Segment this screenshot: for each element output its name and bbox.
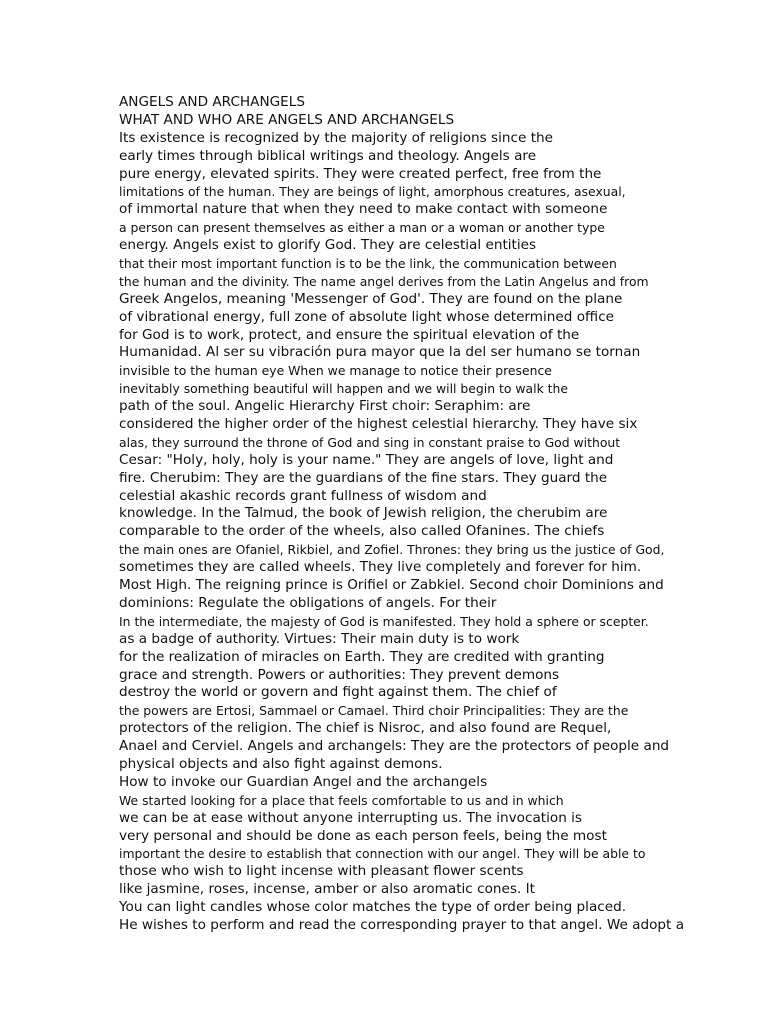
text-line: early times through biblical writings and theology. Angels are bbox=[119, 147, 537, 164]
text-line: destroy the world or govern and fight against them. The chief of bbox=[119, 684, 557, 701]
text-line: for the realization of miracles on Earth. They are credited with granting bbox=[119, 648, 605, 665]
text-line: very personal and should be done as each person feels, being the most bbox=[119, 827, 607, 844]
text-line: energy. Angels exist to glorify God. They are celestial entities bbox=[119, 237, 537, 254]
text-line: Cesar: "Holy, holy, holy is your name." They are angels of love, light and bbox=[119, 451, 614, 468]
text-line: invisible to the human eye When we manage to notice their presence bbox=[119, 363, 552, 379]
text-line: important the desire to establish that connection with our angel. They will be able to bbox=[119, 846, 646, 862]
text-line: He wishes to perform and read the corresponding prayer to that angel. We adopt a bbox=[119, 916, 685, 933]
text-line: celestial akashic records grant fullness of wisdom and bbox=[119, 487, 487, 504]
text-line: Its existence is recognized by the majority of religions since the bbox=[119, 129, 553, 146]
text-line: physical objects and also fight against demons. bbox=[119, 755, 443, 772]
text-line: like jasmine, roses, incense, amber or also aromatic cones. It bbox=[119, 881, 535, 898]
text-line: a person can present themselves as either a man or a woman or another type bbox=[119, 220, 605, 236]
text-line: that their most important function is to be the link, the communication between bbox=[119, 256, 617, 272]
text-line: comparable to the order of the wheels, also called Ofanines. The chiefs bbox=[119, 523, 605, 540]
document-body bbox=[119, 94, 719, 935]
text-line: the human and the divinity. The name angel derives from the Latin Angelus and from bbox=[119, 273, 649, 289]
text-line: Humanidad. Al ser su vibración pura mayor que la del ser humano se tornan bbox=[119, 344, 641, 361]
text-line: sometimes they are called wheels. They live completely and forever for him. bbox=[119, 559, 642, 576]
text-line: for God is to work, protect, and ensure the spiritual elevation of the bbox=[119, 326, 580, 343]
text-line: limitations of the human. They are beings of light, amorphous creatures, asexual, bbox=[119, 184, 626, 200]
text-line: Greek Angelos, meaning 'Messenger of God'. They are found on the plane bbox=[119, 290, 623, 307]
text-line: of vibrational energy, full zone of absolute light whose determined office bbox=[119, 308, 615, 325]
text-line: Most High. The reigning prince is Orifiel or Zabkiel. Second choir Dominions and bbox=[119, 577, 664, 594]
text-line: alas, they surround the throne of God and sing in constant praise to God without bbox=[119, 434, 621, 450]
text-line: the powers are Ertosi, Sammael or Camael. Third choir Principalities: They are the bbox=[119, 703, 629, 719]
text-line: You can light candles whose color matches the type of order being placed. bbox=[119, 899, 627, 916]
text-line: fire. Cherubim: They are the guardians of the fine stars. They guard the bbox=[119, 469, 608, 486]
document-title: ANGELS AND ARCHANGELS bbox=[119, 94, 305, 110]
text-line: dominions: Regulate the obligations of angels. For their bbox=[119, 594, 497, 611]
text-line: of immortal nature that when they need to make contact with someone bbox=[119, 201, 608, 218]
text-line: pure energy, elevated spirits. They were created perfect, free from the bbox=[119, 165, 602, 182]
text-line: How to invoke our Guardian Angel and the archangels bbox=[119, 773, 488, 790]
text-line: path of the soul. Angelic Hierarchy First choir: Seraphim: are bbox=[119, 398, 531, 415]
text-line: those who wish to light incense with pleasant flower scents bbox=[119, 863, 524, 880]
text-line: as a badge of authority. Virtues: Their main duty is to work bbox=[119, 630, 520, 647]
text-line: In the intermediate, the majesty of God is manifested. They hold a sphere or scepter. bbox=[119, 613, 649, 629]
text-line: grace and strength. Powers or authorities: They prevent demons bbox=[119, 666, 560, 683]
text-line: We started looking for a place that feels comfortable to us and in which bbox=[119, 792, 564, 808]
text-line: the main ones are Ofaniel, Rikbiel, and Zofiel. Thrones: they bring us the justice of God, bbox=[119, 542, 665, 558]
text-line: inevitably something beautiful will happen and we will begin to walk the bbox=[119, 381, 569, 397]
text-line: considered the higher order of the highest celestial hierarchy. They have six bbox=[119, 416, 638, 433]
document-subtitle: WHAT AND WHO ARE ANGELS AND ARCHANGELS bbox=[119, 111, 455, 128]
text-line: protectors of the religion. The chief is Nisroc, and also found are Requel, bbox=[119, 720, 612, 737]
text-line: Anael and Cerviel. Angels and archangels: They are the protectors of people and bbox=[119, 738, 670, 755]
text-line: knowledge. In the Talmud, the book of Jewish religion, the cherubim are bbox=[119, 505, 608, 522]
text-line: we can be at ease without anyone interrupting us. The invocation is bbox=[119, 809, 582, 826]
